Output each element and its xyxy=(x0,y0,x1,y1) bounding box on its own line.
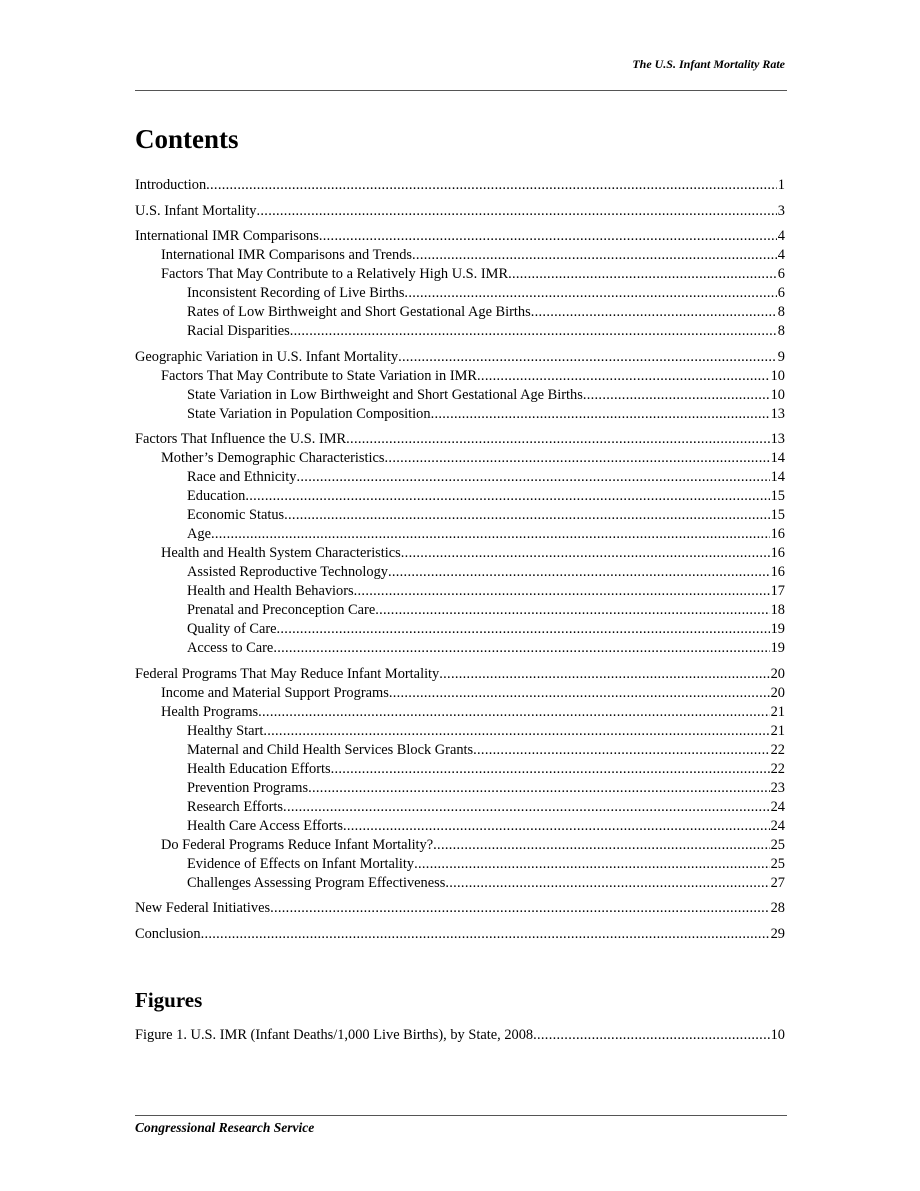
toc-entry-title: Age xyxy=(187,526,211,542)
contents-heading: Contents xyxy=(135,124,239,154)
toc-entry-title: Introduction xyxy=(135,177,207,193)
toc-dot-leader xyxy=(211,525,770,544)
toc-dot-leader xyxy=(277,620,770,639)
toc-page-number: 14 xyxy=(770,469,785,485)
toc-dot-leader xyxy=(273,639,769,658)
toc-dot-leader xyxy=(531,303,777,322)
toc-page-number: 10 xyxy=(770,367,785,384)
toc-entry[interactable] xyxy=(135,563,785,582)
toc-entry-title: New Federal Initiatives xyxy=(135,900,271,916)
toc-entry[interactable] xyxy=(135,582,785,601)
toc-entry-title: Health Programs xyxy=(161,703,259,720)
toc-dot-leader xyxy=(412,246,777,265)
toc-page-number: 20 xyxy=(770,684,785,701)
toc-entry-title: Mother’s Demographic Characteristics xyxy=(161,450,385,466)
toc-page-number: 28 xyxy=(770,900,785,916)
toc-dot-leader xyxy=(445,874,769,893)
toc-dot-leader xyxy=(401,544,770,563)
toc-entry[interactable] xyxy=(135,760,785,779)
toc-page-number: 4 xyxy=(777,247,785,263)
toc-entry[interactable] xyxy=(135,798,785,817)
footer-publisher: Congressional Research Service xyxy=(135,1120,315,1135)
toc-entry[interactable] xyxy=(135,246,785,265)
toc-entry-title: Assisted Reproductive Technology xyxy=(187,564,388,580)
toc-dot-leader xyxy=(290,322,777,341)
toc-dot-leader xyxy=(583,386,770,405)
toc-dot-leader xyxy=(297,468,770,487)
toc-dot-leader xyxy=(414,855,770,874)
toc-dot-leader xyxy=(389,684,770,703)
toc-page-number: 22 xyxy=(770,760,785,777)
toc-entry[interactable] xyxy=(135,227,785,246)
toc-entry[interactable] xyxy=(135,265,785,284)
toc-page-number: 4 xyxy=(777,228,785,244)
toc-page-number: 13 xyxy=(770,405,785,422)
toc-page-number: 13 xyxy=(770,431,785,447)
toc-page-number: 16 xyxy=(770,526,785,542)
toc-dot-leader xyxy=(257,202,777,221)
toc-entry[interactable] xyxy=(135,525,785,544)
toc-entry[interactable] xyxy=(135,405,785,424)
toc-entry[interactable] xyxy=(135,855,785,874)
toc-dot-leader xyxy=(375,601,769,620)
toc-entry[interactable] xyxy=(135,506,785,525)
toc-entry[interactable] xyxy=(135,741,785,760)
toc-entry[interactable] xyxy=(135,703,785,722)
toc-page-number: 24 xyxy=(770,817,785,834)
toc-entry-title: U.S. Infant Mortality xyxy=(135,202,257,219)
toc-entry[interactable] xyxy=(135,684,785,703)
toc-dot-leader xyxy=(473,741,769,760)
toc-entry-title: Rates of Low Birthweight and Short Gestational Age Births xyxy=(187,304,531,320)
toc-entry[interactable] xyxy=(135,722,785,741)
toc-dot-leader xyxy=(308,779,770,798)
toc-entry-title: International IMR Comparisons xyxy=(135,228,319,244)
toc-entry-title: Factors That May Contribute to State Variation in IMR xyxy=(161,367,478,384)
toc-entry[interactable] xyxy=(135,487,785,506)
toc-page-number: 25 xyxy=(770,855,785,872)
toc-page-number: 16 xyxy=(770,545,785,561)
toc-entry[interactable] xyxy=(135,322,785,341)
toc-page-number: 14 xyxy=(770,450,785,466)
toc-entry[interactable] xyxy=(135,899,785,918)
toc-dot-leader xyxy=(245,487,769,506)
toc-entry[interactable] xyxy=(135,284,785,303)
toc-dot-leader xyxy=(331,760,770,779)
toc-dot-leader xyxy=(354,582,770,601)
toc-entry-title: Healthy Start xyxy=(187,722,264,739)
toc-page-number: 21 xyxy=(770,703,785,720)
toc-entry[interactable] xyxy=(135,430,785,449)
toc-entry-title: Health and Health System Characteristics xyxy=(161,545,401,561)
toc-page-number: 24 xyxy=(770,798,785,815)
toc-entry-title: Do Federal Programs Reduce Infant Mortality? xyxy=(161,836,434,853)
toc-entry-title: Federal Programs That May Reduce Infant Mortality xyxy=(135,665,440,682)
toc-page-number: 3 xyxy=(777,202,785,219)
toc-dot-leader xyxy=(508,265,777,284)
toc-entry[interactable] xyxy=(135,874,785,893)
toc-entry-title: Inconsistent Recording of Live Births xyxy=(187,285,405,301)
toc-page-number: 17 xyxy=(770,583,785,599)
header-divider xyxy=(135,90,787,91)
toc-entry-title: Access to Care xyxy=(187,640,274,656)
toc-entry[interactable] xyxy=(135,449,785,468)
toc-entry-title: Challenges Assessing Program Effectiveness xyxy=(187,874,446,891)
toc-page-number: 16 xyxy=(770,564,785,580)
toc-page-number: 18 xyxy=(770,602,785,618)
toc-dot-leader xyxy=(431,405,770,424)
toc-entry-title: Figure 1. U.S. IMR (Infant Deaths/1,000 Live Births), by State, 2008 xyxy=(135,1027,534,1043)
toc-entry-title: Research Efforts xyxy=(187,798,284,815)
toc-dot-leader xyxy=(433,836,769,855)
toc-entry-title: Education xyxy=(187,488,246,504)
toc-dot-leader xyxy=(319,227,777,246)
toc-dot-leader xyxy=(270,899,770,918)
toc-page-number: 6 xyxy=(777,266,785,282)
toc-page-number: 21 xyxy=(770,722,785,739)
toc-page-number: 23 xyxy=(770,779,785,796)
toc-entry-title: State Variation in Population Composition xyxy=(187,405,431,422)
toc-dot-leader xyxy=(398,348,777,367)
toc-page-number: 9 xyxy=(777,348,785,365)
toc-dot-leader xyxy=(404,284,776,303)
toc-entry[interactable] xyxy=(135,925,785,944)
toc-dot-leader xyxy=(477,367,770,386)
toc-dot-leader xyxy=(388,563,770,582)
toc-dot-leader xyxy=(343,817,770,836)
toc-entry-title: International IMR Comparisons and Trends xyxy=(161,247,413,263)
toc-entry-title: Income and Material Support Programs xyxy=(161,684,389,701)
running-header-title: The U.S. Infant Mortality Rate xyxy=(632,57,785,71)
toc-entry[interactable] xyxy=(135,303,785,322)
footer-divider xyxy=(135,1115,787,1116)
toc-entry-title: Health Education Efforts xyxy=(187,760,331,777)
toc-dot-leader xyxy=(385,449,770,468)
toc-entry[interactable] xyxy=(135,601,785,620)
toc-entry-title: Quality of Care xyxy=(187,621,277,637)
toc-dot-leader xyxy=(533,1026,770,1045)
toc-entry[interactable] xyxy=(135,779,785,798)
toc-page-number: 27 xyxy=(770,874,785,891)
toc-entry-title: Race and Ethnicity xyxy=(187,469,297,485)
toc-entry-title: Economic Status xyxy=(187,507,285,523)
toc-page-number: 10 xyxy=(770,1027,785,1043)
toc-page-number: 8 xyxy=(777,304,785,320)
toc-entry-title: Health Care Access Efforts xyxy=(187,817,343,834)
toc-page-number: 6 xyxy=(777,285,785,301)
toc-entry[interactable] xyxy=(135,817,785,836)
toc-page-number: 15 xyxy=(770,488,785,504)
toc-entry[interactable] xyxy=(135,665,785,684)
toc-entry-title: Factors That Influence the U.S. IMR xyxy=(135,431,347,447)
toc-dot-leader xyxy=(206,176,777,195)
toc-page-number: 15 xyxy=(770,507,785,523)
toc-entry[interactable] xyxy=(135,367,785,386)
list-of-figures xyxy=(135,1026,785,1045)
toc-entry-title: Conclusion xyxy=(135,925,201,942)
toc-entry[interactable] xyxy=(135,620,785,639)
toc-entry[interactable] xyxy=(135,202,785,221)
toc-entry-title: Evidence of Effects on Infant Mortality xyxy=(187,855,415,872)
toc-entry[interactable] xyxy=(135,639,785,658)
toc-entry-title: Geographic Variation in U.S. Infant Mortality xyxy=(135,348,399,365)
toc-dot-leader xyxy=(439,665,769,684)
toc-entry-title: Racial Disparities xyxy=(187,323,290,339)
figures-heading: Figures xyxy=(135,988,203,1012)
toc-page-number: 29 xyxy=(770,925,785,942)
toc-dot-leader xyxy=(258,703,769,722)
toc-dot-leader xyxy=(283,798,770,817)
toc-entry[interactable] xyxy=(135,386,785,405)
table-of-contents xyxy=(135,176,785,944)
toc-page-number: 19 xyxy=(770,621,785,637)
toc-entry-title: State Variation in Low Birthweight and Short Gestational Age Births xyxy=(187,386,583,403)
toc-entry[interactable] xyxy=(135,836,785,855)
toc-entry-title: Maternal and Child Health Services Block Grants xyxy=(187,741,474,758)
toc-entry[interactable] xyxy=(135,1026,785,1045)
toc-dot-leader xyxy=(284,506,769,525)
toc-dot-leader xyxy=(201,925,770,944)
toc-entry-title: Prevention Programs xyxy=(187,779,309,796)
toc-dot-leader xyxy=(263,722,769,741)
toc-page-number: 20 xyxy=(770,665,785,682)
toc-page-number: 10 xyxy=(770,386,785,403)
toc-page-number: 25 xyxy=(770,836,785,853)
toc-page-number: 8 xyxy=(777,323,785,339)
toc-dot-leader xyxy=(346,430,769,449)
toc-page-number: 1 xyxy=(777,177,785,193)
toc-page-number: 22 xyxy=(770,741,785,758)
toc-entry[interactable] xyxy=(135,348,785,367)
toc-entry[interactable] xyxy=(135,468,785,487)
toc-entry-title: Factors That May Contribute to a Relatively High U.S. IMR xyxy=(161,266,509,282)
toc-page-number: 19 xyxy=(770,640,785,656)
toc-entry[interactable] xyxy=(135,544,785,563)
toc-entry-title: Prenatal and Preconception Care xyxy=(187,602,376,618)
toc-entry-title: Health and Health Behaviors xyxy=(187,583,354,599)
toc-entry[interactable] xyxy=(135,176,785,195)
